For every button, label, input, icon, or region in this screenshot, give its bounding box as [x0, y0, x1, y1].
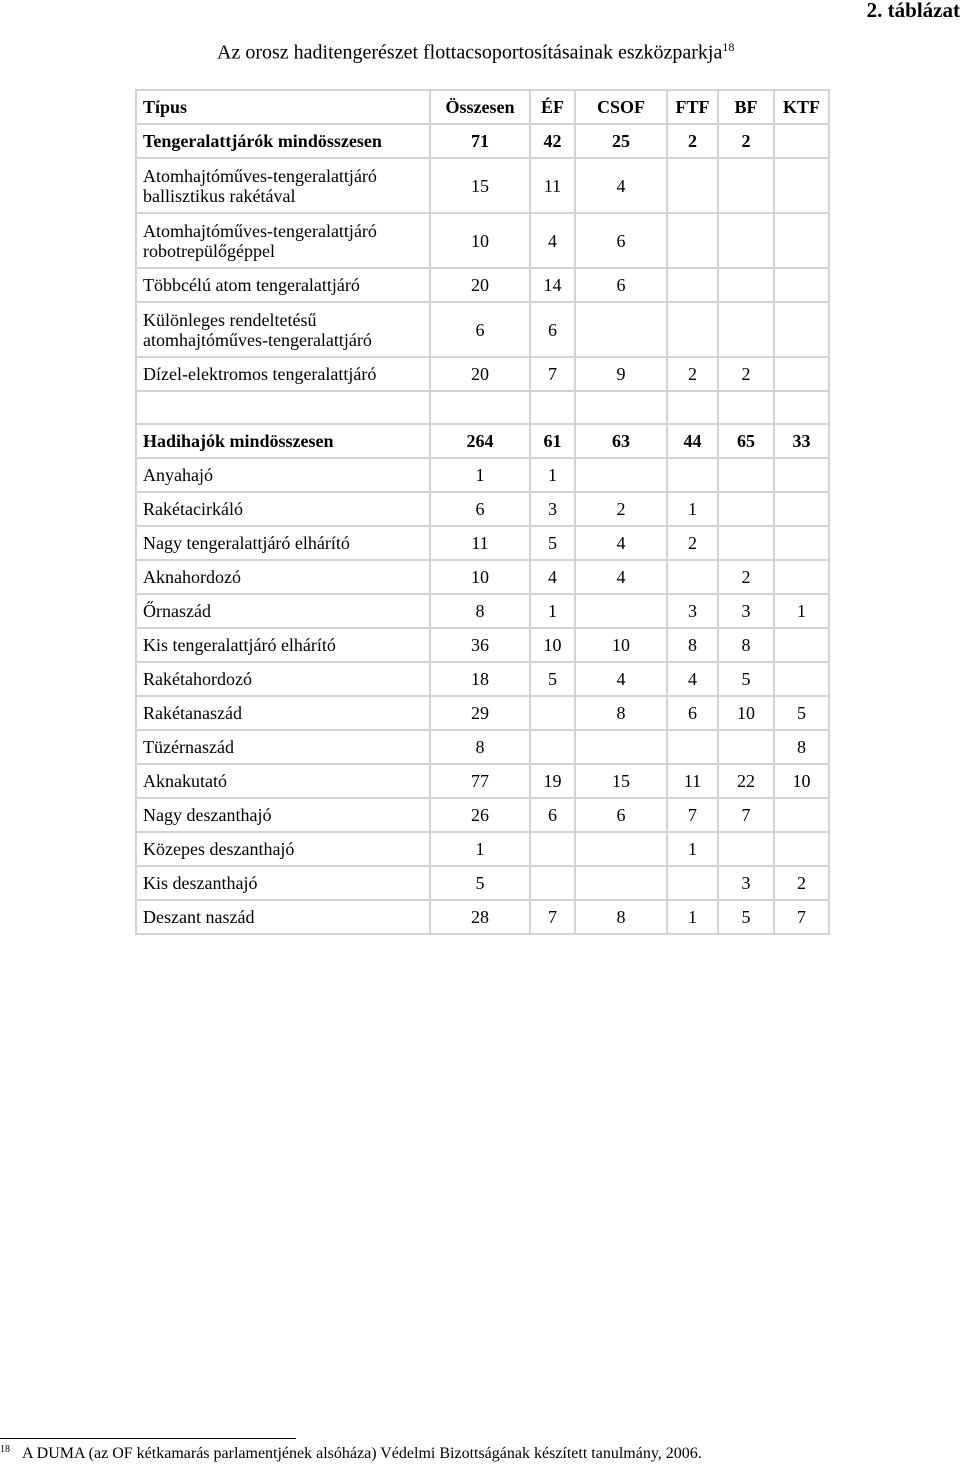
table-row	[136, 798, 829, 832]
value-cell	[575, 594, 667, 628]
fleet-table	[135, 89, 830, 935]
table-row	[136, 526, 829, 560]
row-type-cell: Rakétacirkáló	[136, 492, 430, 526]
value-cell: 10	[430, 213, 530, 268]
table-row	[136, 730, 829, 764]
value-cell: 36	[430, 628, 530, 662]
value-cell: 7	[667, 798, 718, 832]
column-header: BF	[718, 90, 774, 124]
value-cell	[667, 866, 718, 900]
value-cell: 20	[430, 268, 530, 302]
footnote	[0, 1444, 702, 1463]
value-cell: 15	[575, 764, 667, 798]
value-cell	[718, 458, 774, 492]
value-cell: 2	[718, 560, 774, 594]
value-cell: 4	[575, 158, 667, 213]
value-cell	[575, 302, 667, 357]
value-cell: 8	[430, 594, 530, 628]
value-cell: 2	[575, 492, 667, 526]
value-cell	[530, 696, 575, 730]
table-row	[136, 628, 829, 662]
table-header-row	[136, 90, 829, 124]
value-cell: 14	[530, 268, 575, 302]
value-cell: 1	[667, 832, 718, 866]
value-cell: 1	[530, 594, 575, 628]
value-cell: 6	[430, 492, 530, 526]
value-cell: 8	[667, 628, 718, 662]
value-cell: 19	[530, 764, 575, 798]
value-cell: 1	[430, 832, 530, 866]
value-cell: 2	[667, 526, 718, 560]
value-cell: 3	[530, 492, 575, 526]
row-type-cell: Többcélú atom tengeralattjáró	[136, 268, 430, 302]
value-cell: 15	[430, 158, 530, 213]
value-cell: 28	[430, 900, 530, 934]
value-cell: 2	[718, 357, 774, 391]
row-type-cell: Különleges rendeltetésű atomhajtóműves-tengeralattjáró	[136, 302, 430, 357]
value-cell: 3	[718, 866, 774, 900]
table-row	[136, 832, 829, 866]
value-cell: 6	[430, 302, 530, 357]
value-cell	[718, 158, 774, 213]
value-cell: 6	[575, 268, 667, 302]
value-cell	[774, 458, 829, 492]
table-row	[136, 696, 829, 730]
table-number-label: 2. táblázat	[866, 0, 960, 22]
value-cell: 7	[530, 357, 575, 391]
value-cell: 7	[774, 900, 829, 934]
value-cell	[774, 268, 829, 302]
value-cell: 8	[575, 696, 667, 730]
row-type-cell: Atomhajtóműves-tengeralattjáró robotrepülőgéppel	[136, 213, 430, 268]
table-row	[136, 560, 829, 594]
table-row	[136, 302, 829, 357]
value-cell: 22	[718, 764, 774, 798]
value-cell	[667, 730, 718, 764]
footnote-rule	[0, 1438, 296, 1439]
value-cell: 65	[718, 424, 774, 458]
value-cell	[575, 866, 667, 900]
value-cell: 5	[774, 696, 829, 730]
value-cell: 10	[774, 764, 829, 798]
value-cell: 6	[575, 213, 667, 268]
row-type-cell: Kis deszanthajó	[136, 866, 430, 900]
row-type-cell: Aknahordozó	[136, 560, 430, 594]
table-row	[136, 424, 829, 458]
value-cell: 44	[667, 424, 718, 458]
value-cell: 8	[718, 628, 774, 662]
table-row	[136, 357, 829, 391]
column-header: CSOF	[575, 90, 667, 124]
table-spacer-row	[136, 391, 829, 424]
table-row	[136, 900, 829, 934]
value-cell	[774, 357, 829, 391]
table-row	[136, 158, 829, 213]
value-cell: 8	[774, 730, 829, 764]
value-cell	[774, 662, 829, 696]
footnote-ref: 18	[722, 40, 735, 54]
value-cell	[667, 213, 718, 268]
column-header: KTF	[774, 90, 829, 124]
value-cell: 1	[774, 594, 829, 628]
row-type-cell: Hadihajók mindösszesen	[136, 424, 430, 458]
value-cell	[667, 158, 718, 213]
row-type-cell: Rakétanaszád	[136, 696, 430, 730]
row-type-cell: Kis tengeralattjáró elhárító	[136, 628, 430, 662]
value-cell: 3	[667, 594, 718, 628]
column-header: ÉF	[530, 90, 575, 124]
value-cell: 1	[430, 458, 530, 492]
value-cell: 20	[430, 357, 530, 391]
value-cell: 264	[430, 424, 530, 458]
table-row	[136, 594, 829, 628]
value-cell: 77	[430, 764, 530, 798]
table-row	[136, 458, 829, 492]
row-type-cell: Nagy deszanthajó	[136, 798, 430, 832]
value-cell	[718, 832, 774, 866]
value-cell: 7	[530, 900, 575, 934]
row-type-cell: Őrnaszád	[136, 594, 430, 628]
row-type-cell: Anyahajó	[136, 458, 430, 492]
value-cell	[430, 391, 530, 424]
table-row	[136, 124, 829, 158]
table-row	[136, 268, 829, 302]
column-header: Összesen	[430, 90, 530, 124]
value-cell	[774, 391, 829, 424]
table-row	[136, 213, 829, 268]
value-cell	[774, 124, 829, 158]
value-cell: 4	[530, 560, 575, 594]
value-cell: 71	[430, 124, 530, 158]
value-cell: 8	[575, 900, 667, 934]
value-cell: 63	[575, 424, 667, 458]
value-cell: 6	[530, 302, 575, 357]
value-cell: 5	[530, 526, 575, 560]
value-cell	[774, 798, 829, 832]
footnote-text: A DUMA (az OF kétkamarás parlamentjének alsóháza) Védelmi Bizottságának készített tanulmány, 2006.	[22, 1445, 702, 1462]
row-type-cell: Nagy tengeralattjáró elhárító	[136, 526, 430, 560]
value-cell: 26	[430, 798, 530, 832]
value-cell	[774, 492, 829, 526]
value-cell: 3	[718, 594, 774, 628]
value-cell: 33	[774, 424, 829, 458]
value-cell: 61	[530, 424, 575, 458]
value-cell	[667, 458, 718, 492]
table-title	[217, 40, 734, 65]
value-cell: 7	[718, 798, 774, 832]
value-cell: 2	[718, 124, 774, 158]
value-cell: 10	[718, 696, 774, 730]
value-cell: 1	[667, 900, 718, 934]
table-row	[136, 492, 829, 526]
value-cell: 2	[774, 866, 829, 900]
value-cell	[718, 730, 774, 764]
value-cell: 1	[530, 458, 575, 492]
value-cell: 10	[430, 560, 530, 594]
value-cell: 6	[575, 798, 667, 832]
value-cell: 2	[667, 357, 718, 391]
value-cell: 5	[430, 866, 530, 900]
table-row	[136, 866, 829, 900]
row-type-cell: Aknakutató	[136, 764, 430, 798]
value-cell	[774, 213, 829, 268]
value-cell	[530, 832, 575, 866]
value-cell	[530, 866, 575, 900]
row-type-cell: Atomhajtóműves-tengeralattjáró ballisztikus rakétával	[136, 158, 430, 213]
value-cell	[530, 391, 575, 424]
value-cell: 6	[530, 798, 575, 832]
value-cell: 4	[667, 662, 718, 696]
row-type-cell: Közepes deszanthajó	[136, 832, 430, 866]
value-cell	[575, 730, 667, 764]
value-cell	[718, 391, 774, 424]
value-cell: 4	[530, 213, 575, 268]
value-cell	[718, 526, 774, 560]
value-cell	[575, 391, 667, 424]
value-cell: 5	[718, 900, 774, 934]
row-type-cell: Deszant naszád	[136, 900, 430, 934]
value-cell	[718, 302, 774, 357]
value-cell	[667, 391, 718, 424]
table-title-text: Az orosz haditengerészet flottacsoportosításainak eszközparkja	[217, 41, 723, 64]
value-cell	[575, 458, 667, 492]
value-cell: 11	[430, 526, 530, 560]
value-cell: 4	[575, 662, 667, 696]
value-cell: 10	[575, 628, 667, 662]
value-cell: 1	[667, 492, 718, 526]
value-cell: 11	[530, 158, 575, 213]
value-cell	[774, 628, 829, 662]
value-cell	[667, 560, 718, 594]
value-cell	[575, 832, 667, 866]
table-row	[136, 764, 829, 798]
value-cell: 29	[430, 696, 530, 730]
row-type-cell: Rakétahordozó	[136, 662, 430, 696]
row-type-cell: Tüzérnaszád	[136, 730, 430, 764]
value-cell: 6	[667, 696, 718, 730]
value-cell: 18	[430, 662, 530, 696]
value-cell	[718, 492, 774, 526]
value-cell: 25	[575, 124, 667, 158]
row-type-cell: Dízel-elektromos tengeralattjáró	[136, 357, 430, 391]
value-cell	[774, 832, 829, 866]
value-cell	[774, 560, 829, 594]
table-row	[136, 662, 829, 696]
row-type-cell: Tengeralattjárók mindösszesen	[136, 124, 430, 158]
row-type-cell	[136, 391, 430, 424]
value-cell: 11	[667, 764, 718, 798]
value-cell: 9	[575, 357, 667, 391]
column-header: FTF	[667, 90, 718, 124]
value-cell: 4	[575, 560, 667, 594]
value-cell: 5	[530, 662, 575, 696]
value-cell: 10	[530, 628, 575, 662]
value-cell: 4	[575, 526, 667, 560]
column-header: Típus	[136, 90, 430, 124]
value-cell	[774, 302, 829, 357]
value-cell	[718, 213, 774, 268]
value-cell: 5	[718, 662, 774, 696]
value-cell	[667, 302, 718, 357]
value-cell: 42	[530, 124, 575, 158]
value-cell: 2	[667, 124, 718, 158]
value-cell	[667, 268, 718, 302]
value-cell: 8	[430, 730, 530, 764]
value-cell	[774, 158, 829, 213]
value-cell	[530, 730, 575, 764]
value-cell	[718, 268, 774, 302]
footnote-number: 18	[0, 1444, 10, 1455]
value-cell	[774, 526, 829, 560]
